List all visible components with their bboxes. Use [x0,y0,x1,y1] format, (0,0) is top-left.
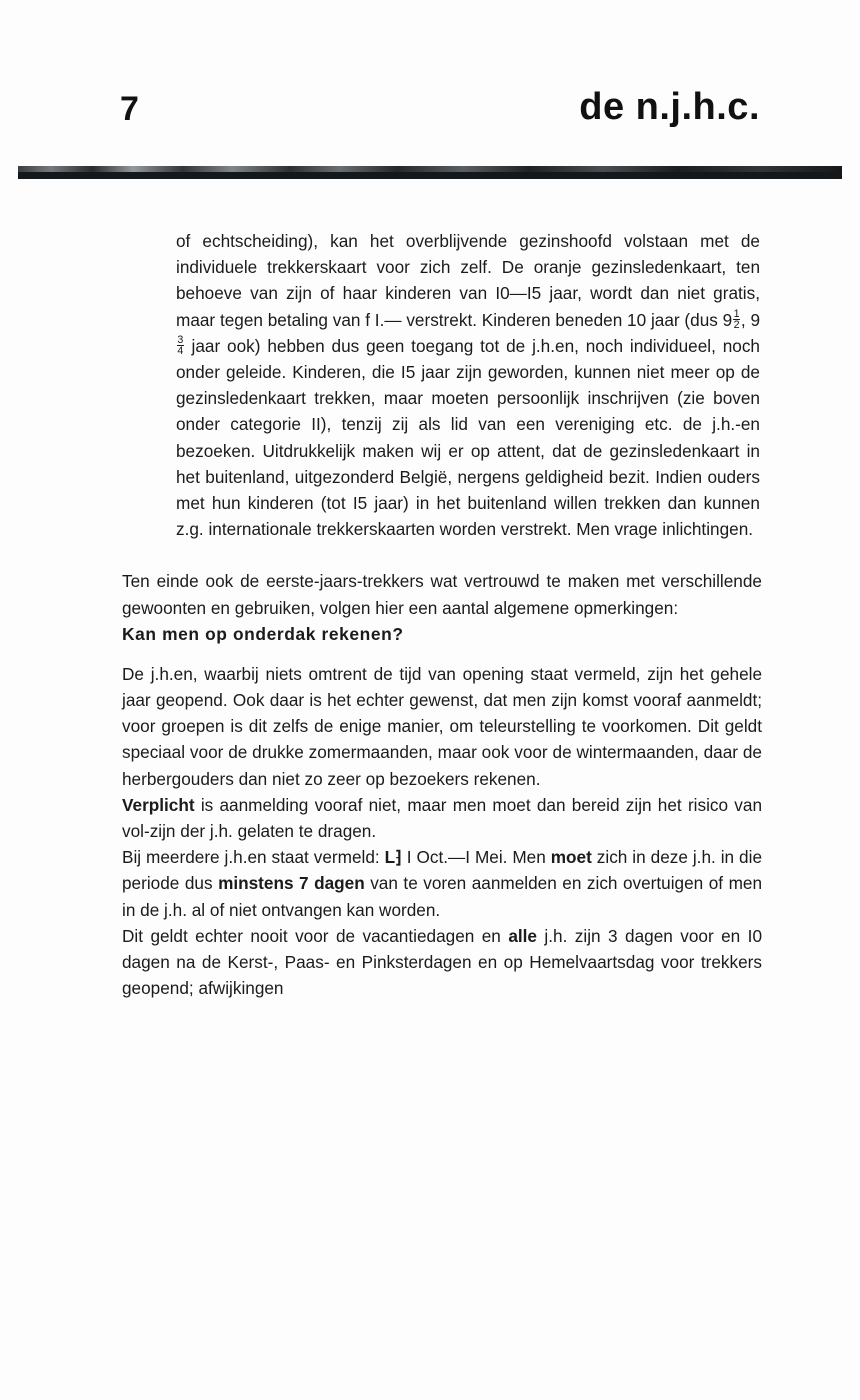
paragraph-verplicht [122,792,762,844]
section-heading-onderdak: Kan men op onderdak rekenen? [122,623,404,644]
moet-bold: moet [550,847,592,868]
fraction-one-half: $\frac{1}{2}$ [733,307,740,332]
minstens-text-a: Bij meerdere j.h.en staat vermeld: [122,847,385,868]
paragraph-vacantiedagen [122,923,762,1002]
vacantie-text-b: j.h. zijn 3 dagen voor en I0 dagen na de Kerst-, Paas- en Pinksterdagen en op Hemelvaartsdag voor trekkers geopend; afwijkingen [122,925,763,999]
verplicht-bold: Verplicht [122,794,195,815]
minstens-text-d: van te voren aanmelden en zich overtuigen of men in de j.h. al of niet ontvangen kan worden. [122,873,763,920]
verplicht-rest: is aanmelding vooraf niet, maar men moet dan bereid zijn het risico van vol-zijn der j.h. gelaten te dragen. [122,794,762,842]
page-body [0,228,860,1001]
paragraph-intro-remarks: Ten einde ook de eerste-jaars-trekkers wat vertrouwd te maken met verschillende gewoonten en gebruiken, volgen hier een aantal algemene opmerkingen: [122,571,762,618]
paragraph-minstens-dagen [122,844,762,923]
minstens-text-c: zich in deze j.h. in die periode dus [122,847,762,894]
masthead-title: de n.j.h.c. [579,86,760,128]
alle-bold: alle [508,925,537,946]
page-header [120,88,760,126]
minstens-text-b: I Oct.—I Mei. Men [401,847,551,868]
paragraph-continuation [176,228,760,542]
fraction-three-quarters: $\frac{3}{4}$ [177,333,184,358]
vacantie-text-a: Dit geldt echter nooit voor de vacantiedagen en [122,925,509,946]
calendar-marker-icon: L⁆ [384,847,402,868]
minstens-7-dagen-bold: minstens 7 dagen [218,873,365,894]
paragraph-text-c: jaar ook) hebben dus geen toegang tot de j.h.en, noch individueel, noch onder geleide. Kinderen, die I5 jaar zijn geworden, kunnen niet meer op de gezinsledenkaart trekken, maar moeten persoonlijk inschrijven (zie boven onder categorie II), tenzij zij als lid van een vereniging etc. de j.h.-en bezoeken. Uitdrukkelijk maken wij er op attent, dat de gezinsledenkaart in het buitenland, uitgezonderd België, nergens geldigheid bezit. Indien ouders met hun kinderen (tot I5 jaar) in het buitenland willen trekken dan kunnen z.g. internationale trekkerskaarten worden verstrekt. Men vrage inlichtingen. [176,335,760,540]
page-number: 7 [120,90,139,128]
header-rule [18,166,842,179]
paragraph-text-a: of echtscheiding), kan het overblijvende gezinshoofd volstaan met de individuele trekkerskaart voor zich zelf. De oranje gezinsledenkaart, ten behoeve van zijn of haar kinderen van I0—I5 jaar, wordt dan niet gratis, maar tegen betaling van f I.— verstrekt. Kinderen beneden 10 jaar (dus 9 [176,231,760,330]
paragraph-opening-times: De j.h.en, waarbij niets omtrent de tijd van opening staat vermeld, zijn het gehele jaar geopend. Ook daar is het echter gewenst, dat men zijn komst vooraf aanmeldt; voor groepen is dit zelfs de enige manier, om teleurstelling te voorkomen. Dit geldt speciaal voor de drukke zomermaanden, maar ook voor de wintermaanden, daar de herbergouders dan niet zo zeer op bezoekers rekenen. [122,663,762,789]
paragraph-text-b: , 9 [740,309,761,330]
